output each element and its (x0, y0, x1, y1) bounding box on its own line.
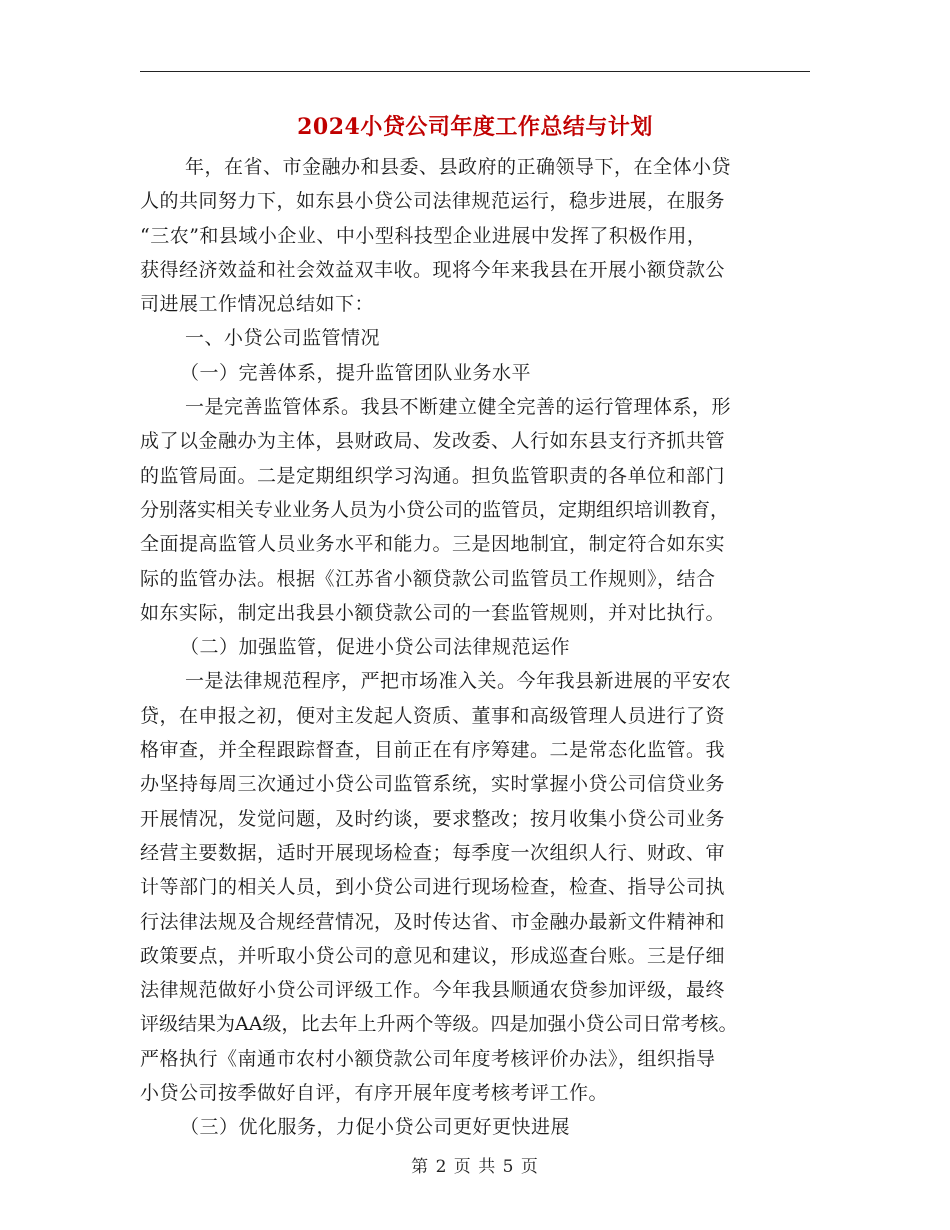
paragraph-line: 人的共同努力下，如东县小贷公司法律规范运行，稳步进展，在服务 (140, 190, 726, 213)
paragraph-line: 司进展工作情况总结如下： (140, 293, 375, 316)
document-body (140, 150, 812, 1145)
paragraph-line: 分别落实相关专业业务人员为小贷公司的监管员，定期组织培训教育， (140, 498, 730, 521)
subsection-heading: （三）优化服务，力促小贷公司更好更快进展 (180, 1116, 571, 1139)
paragraph-line: 开展情况，发觉问题，及时约谈，要求整改；按月收集小贷公司业务 (140, 807, 726, 830)
paragraph-line: 际的监管办法。根据《江苏省小额贷款公司监管员工作规则》，结合 (140, 567, 716, 590)
paragraph-line: 如东实际，制定出我县小额贷款公司的一套监管规则，并对比执行。 (140, 601, 726, 624)
document-title: 2024小贷公司年度工作总结与计划 (297, 114, 653, 140)
paragraph-line: 严格执行《南通市农村小额贷款公司年度考核评价办法》，组织指导 (140, 1047, 716, 1070)
paragraph-line: 获得经济效益和社会效益双丰收。现将今年来我县在开展小额贷款公 (140, 258, 726, 281)
paragraph-line: 一是完善监管体系。我县不断建立健全完善的运行管理体系，形 (185, 396, 732, 419)
paragraph-line: 格审查，并全程跟踪督查，目前正在有序筹建。二是常态化监管。我 (140, 739, 726, 762)
paragraph-line: 贷，在申报之初，便对主发起人资质、董事和高级管理人员进行了资 (140, 704, 726, 727)
paragraph-line: 成了以金融办为主体，县财政局、发改委、人行如东县支行齐抓共管 (140, 430, 726, 453)
page-footer: 第 2 页 共 5 页 (411, 1157, 539, 1177)
section-heading: 一、小贷公司监管情况 (185, 327, 381, 350)
paragraph-line: 全面提高监管人员业务水平和能力。三是因地制宜，制定符合如东实 (140, 533, 726, 556)
paragraph-line: “三农”和县域小企业、中小型科技型企业进展中发挥了积极作用， (140, 224, 707, 247)
paragraph-line: 计等部门的相关人员，到小贷公司进行现场检查，检查、指导公司执 (140, 876, 726, 899)
paragraph-line: 经营主要数据，适时开展现场检查；每季度一次组织人行、财政、审 (140, 841, 726, 864)
header-rule (140, 71, 810, 72)
paragraph-line: 小贷公司按季做好自评，有序开展年度考核考评工作。 (140, 1082, 609, 1105)
paragraph-line: 年，在省、市金融办和县委、县政府的正确领导下，在全体小贷 (185, 156, 732, 178)
paragraph-line: 一是法律规范程序，严把市场准入关。今年我县新进展的平安农 (185, 670, 732, 693)
paragraph-line: 评级结果为AA级，比去年上升两个等级。四是加强小贷公司日常考核。 (140, 1013, 738, 1036)
paragraph-line: 行法律法规及合规经营情况，及时传达省、市金融办最新文件精神和 (140, 910, 726, 933)
subsection-heading: （二）加强监管，促进小贷公司法律规范运作 (180, 636, 571, 659)
paragraph-line: 的监管局面。二是定期组织学习沟通。担负监管职责的各单位和部门 (140, 464, 726, 487)
paragraph-line: 政策要点，并听取小贷公司的意见和建议，形成巡查台账。三是仔细 (140, 944, 726, 967)
paragraph-line: 办坚持每周三次通过小贷公司监管系统，实时掌握小贷公司信贷业务 (140, 773, 726, 796)
subsection-heading: （一）完善体系，提升监管团队业务水平 (180, 361, 532, 384)
paragraph-line: 法律规范做好小贷公司评级工作。今年我县顺通农贷参加评级，最终 (140, 979, 726, 1002)
